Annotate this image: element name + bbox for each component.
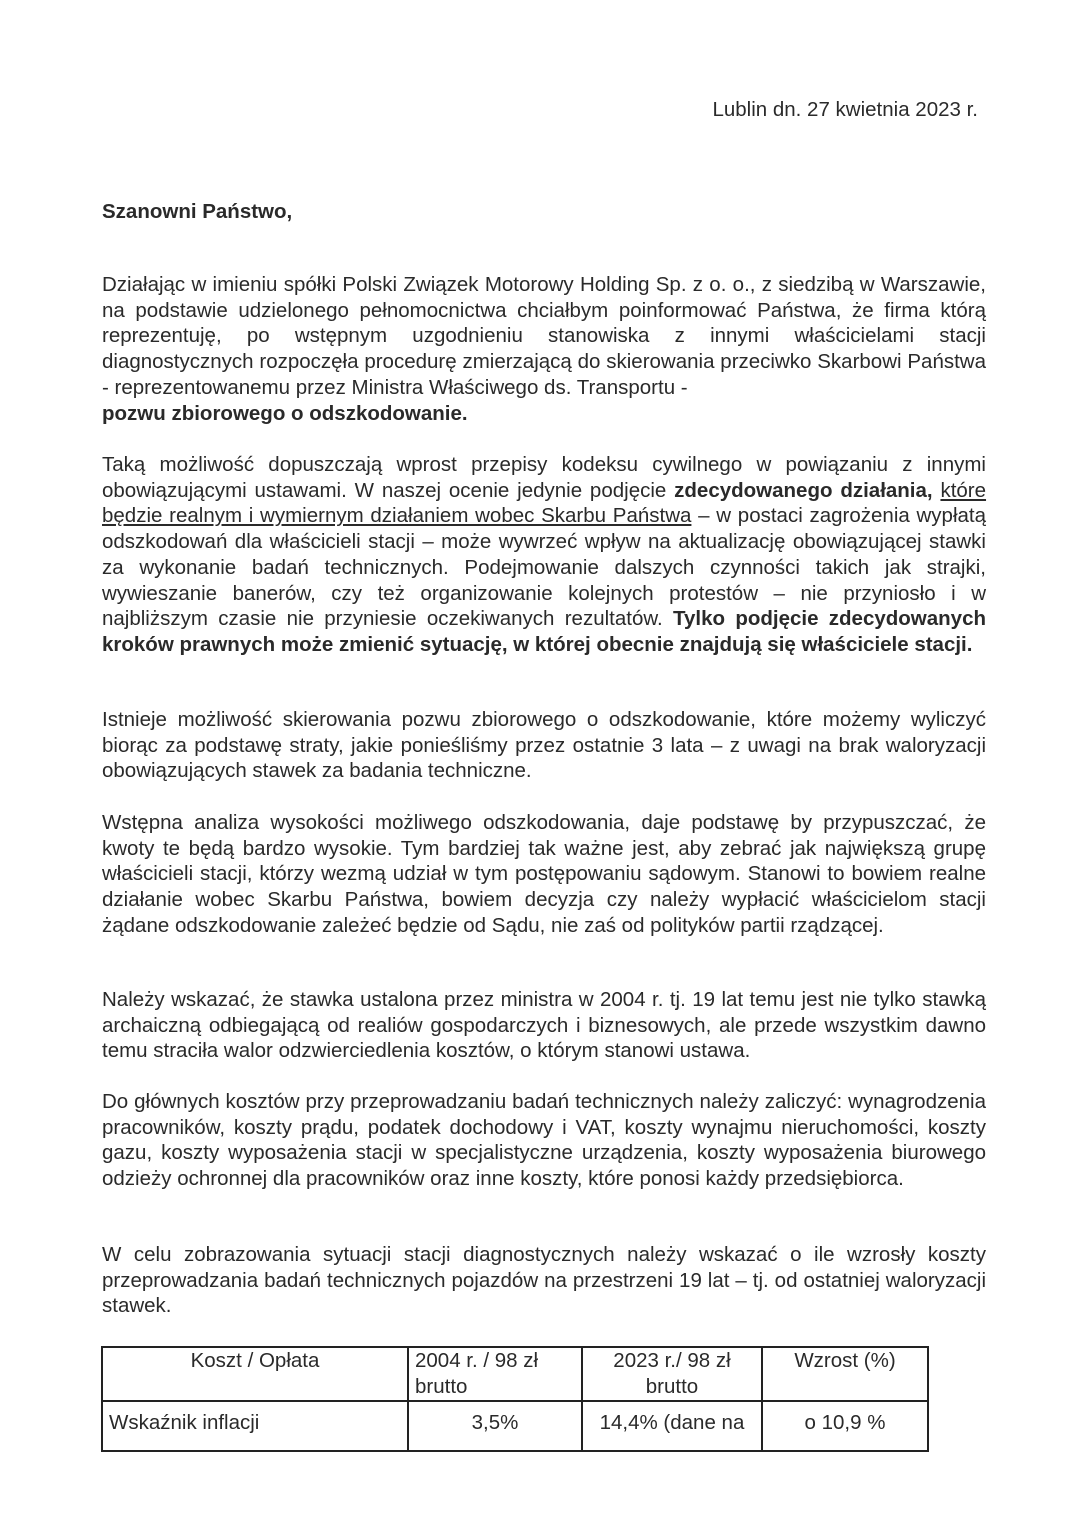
table-cell: 14,4% (dane na (582, 1401, 762, 1451)
paragraph-2-underline: które będzie realnym i wymiernym działaniem wobec Skarbu Państwa (102, 478, 987, 528)
table-header-row (102, 1347, 928, 1401)
table-cell: Wskaźnik inflacji (102, 1401, 408, 1451)
paragraph-1-bold: pozwu zbiorowego o odszkodowanie. (102, 401, 468, 425)
paragraph-1 (102, 272, 986, 426)
paragraph-4: Wstępna analiza wysokości możliwego odszkodowania, daje podstawę by przypuszczać, że kwoty te będą bardzo wysokie. Tym bardziej tak ważne jest, aby zebrać jak największą grupę właścicieli stacji, którzy wezmą udział w tym postępowaniu sądowym. Stanowi to bowiem realne działanie wobec Skarbu Państwa, bowiem decyzja czy należy wypłacić właścicielom stacji żądane odszkodowanie zależeć będzie od Sądu, nie zaś od polityków partii rządzącej. (102, 811, 986, 937)
costs-table (101, 1346, 929, 1452)
salutation: Szanowni Państwo, (102, 200, 293, 223)
paragraph-2-text-b: – w postaci zagrożenia wypłatą odszkodowań dla właścicieli stacji – może wywrzeć wpływ na aktualizację obowiązującej stawki za wykonanie badań technicznych. Podejmowanie dalszych czynności takich jak strajki, wywieszanie banerów, czy też organizowanie kolejnych protestów – nie przyniosło i w najbliższym czasie nie przyniesie oczekiwanych rezultatów. (102, 504, 987, 631)
paragraph-2-bold-b: Tylko podjęcie zdecydowanych kroków prawnych może zmienić sytuację, w której obecnie znajdują się właściciele stacji. (102, 607, 986, 656)
paragraph-2-bold-a: zdecydowanego działania, (674, 478, 933, 502)
paragraph-1-text: Działając w imieniu spółki Polski Związek Motorowy Holding Sp. z o. o., z siedzibą w Warszawie, na podstawie udzielonego pełnomocnictwa chciałbym poinformować Państwa, że firma którą reprezentuję, po wstępnym uzgodnieniu stanowiska z innymi właścicielami stacji diagnostycznych rozpoczęła procedurę zmierzającą do skierowania przeciwko Skarbowi Państwa - reprezentowanemu przez Ministra Właściwego ds. Transportu - (102, 273, 986, 399)
letter-date: Lublin dn. 27 kwietnia 2023 r. (712, 98, 978, 121)
table-cell: o 10,9 % (762, 1401, 928, 1451)
table-row (102, 1401, 928, 1451)
paragraph-5: Należy wskazać, że stawka ustalona przez ministra w 2004 r. tj. 19 lat temu jest nie tylko stawką archaiczną odbiegającą od realiów gospodarczych i biznesowych, ale przede wszystkim dawno temu straciła walor odzwierciedlenia kosztów, o którym stanowi ustawa. (102, 988, 986, 1063)
paragraph-6: Do głównych kosztów przy przeprowadzaniu badań technicznych należy zaliczyć: wynagrodzenia pracowników, koszty prądu, podatek dochodowy i VAT, koszty wynajmu nieruchomości, koszty gazu, koszty wyposażenia stacji w specjalistyczne urządzenia, koszty wyposażenia biurowego odzieży ochronnej dla pracowników oraz inne koszty, które ponosi każdy przedsiębiorca. (102, 1090, 986, 1191)
paragraph-2 (102, 452, 986, 658)
table-header-cell: Koszt / Opłata (102, 1347, 408, 1401)
paragraph-3: Istnieje możliwość skierowania pozwu zbiorowego o odszkodowanie, które możemy wyliczyć biorąc za podstawę straty, jakie ponieśliśmy przez ostatnie 3 lata – z uwagi na brak waloryzacji obowiązujących stawek za badania techniczne. (102, 708, 986, 783)
table-cell: 3,5% (408, 1401, 582, 1451)
paragraph-2-text-a: Taką możliwość dopuszczają wprost przepisy kodeksu cywilnego w powiązaniu z innymi obowiązującymi ustawami. W naszej ocenie jedynie podjęcie (102, 453, 986, 502)
table-header-cell: 2023 r./ 98 zł brutto (582, 1347, 762, 1401)
table-header-cell: Wzrost (%) (762, 1347, 928, 1401)
table-header-cell: 2004 r. / 98 zł brutto (408, 1347, 582, 1401)
paragraph-7: W celu zobrazowania sytuacji stacji diagnostycznych należy wskazać o ile wzrosły koszty przeprowadzania badań technicznych pojazdów na przestrzeni 19 lat – tj. od ostatniej waloryzacji stawek. (102, 1243, 986, 1318)
